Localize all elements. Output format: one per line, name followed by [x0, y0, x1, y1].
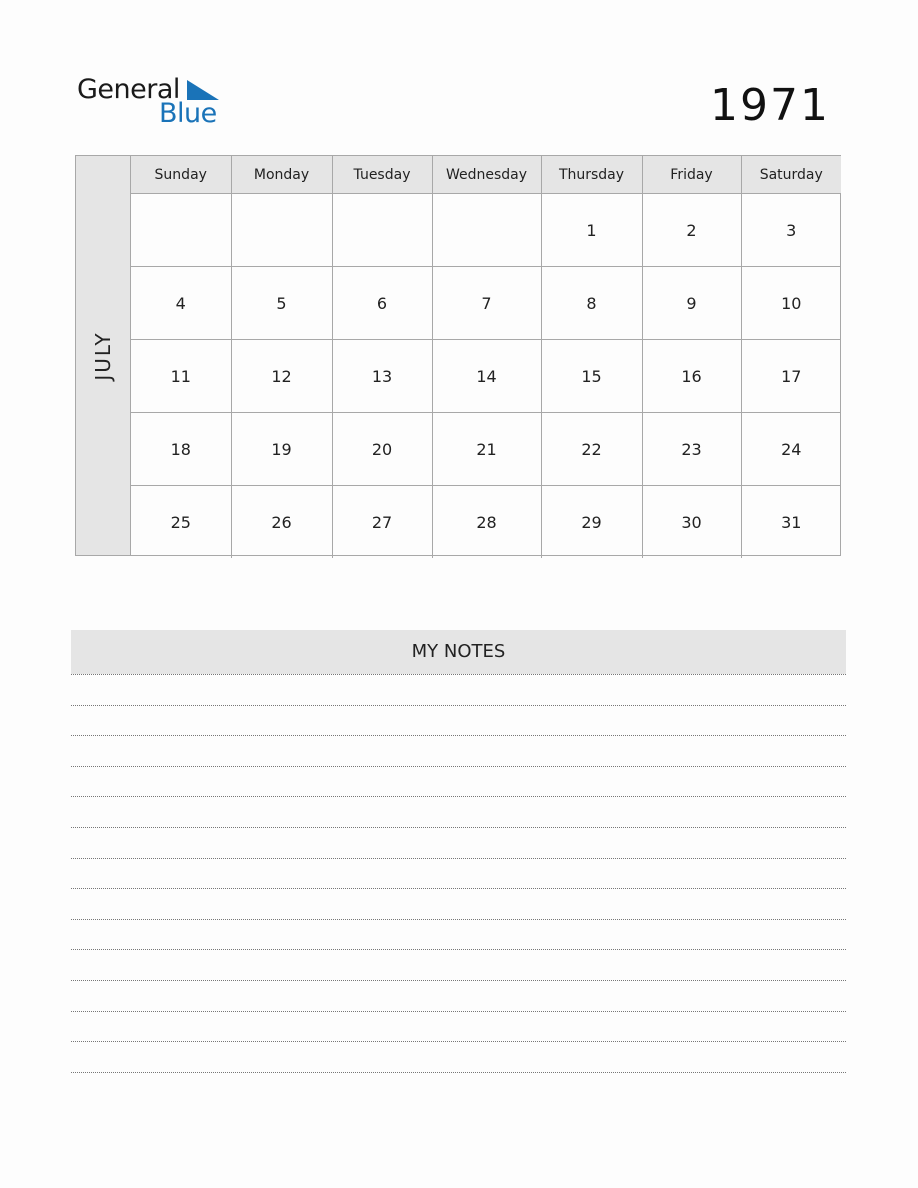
notes-line [71, 858, 846, 859]
day-cell: 22 [541, 413, 642, 486]
day-cell: 26 [231, 486, 332, 559]
month-label: JULY [91, 330, 115, 381]
weekday-header: Sunday [131, 156, 231, 194]
day-cell: 8 [541, 267, 642, 340]
day-cell: 21 [432, 413, 541, 486]
notes-line [71, 674, 846, 675]
notes-line [71, 705, 846, 706]
month-label-column [76, 156, 131, 555]
day-cell: 20 [332, 413, 432, 486]
notes-line [71, 888, 846, 889]
logo-text-general: General [77, 74, 180, 105]
day-cell: 9 [642, 267, 741, 340]
day-cell: 18 [131, 413, 231, 486]
week-row [131, 486, 841, 559]
day-cell: 11 [131, 340, 231, 413]
logo-triangle-icon [187, 80, 219, 100]
day-cell: 4 [131, 267, 231, 340]
day-cell: 1 [541, 194, 642, 267]
weekday-header: Thursday [541, 156, 642, 194]
day-cell: 15 [541, 340, 642, 413]
day-cell: 30 [642, 486, 741, 559]
day-cell: 23 [642, 413, 741, 486]
notes-line [71, 919, 846, 920]
notes-header: MY NOTES [71, 630, 846, 674]
day-cell: 16 [642, 340, 741, 413]
weekday-header: Friday [642, 156, 741, 194]
week-row [131, 340, 841, 413]
day-cell: 19 [231, 413, 332, 486]
notes-line [71, 766, 846, 767]
day-cell: 29 [541, 486, 642, 559]
notes-line [71, 1011, 846, 1012]
calendar-grid [131, 156, 841, 558]
notes-line [71, 735, 846, 736]
day-cell: 13 [332, 340, 432, 413]
day-cell: 28 [432, 486, 541, 559]
weekday-header: Monday [231, 156, 332, 194]
day-cell: 7 [432, 267, 541, 340]
day-cell: 24 [741, 413, 841, 486]
week-row [131, 267, 841, 340]
day-cell: 12 [231, 340, 332, 413]
day-cell: 31 [741, 486, 841, 559]
calendar [75, 155, 841, 556]
day-cell: 25 [131, 486, 231, 559]
day-cell [432, 194, 541, 267]
day-cell: 14 [432, 340, 541, 413]
week-row [131, 194, 841, 267]
day-cell: 27 [332, 486, 432, 559]
logo-text-blue: Blue [159, 98, 217, 129]
day-cell: 2 [642, 194, 741, 267]
day-cell: 17 [741, 340, 841, 413]
weekday-header: Wednesday [432, 156, 541, 194]
notes-line [71, 949, 846, 950]
notes-line [71, 1041, 846, 1042]
day-cell [131, 194, 231, 267]
day-cell [231, 194, 332, 267]
week-row [131, 413, 841, 486]
weekday-header: Saturday [741, 156, 841, 194]
day-cell: 10 [741, 267, 841, 340]
weekday-header-row [131, 156, 841, 194]
day-cell [332, 194, 432, 267]
day-cell: 3 [741, 194, 841, 267]
notes-line [71, 1072, 846, 1073]
day-cell: 6 [332, 267, 432, 340]
notes-line [71, 827, 846, 828]
day-cell: 5 [231, 267, 332, 340]
logo [77, 74, 227, 130]
weekday-header: Tuesday [332, 156, 432, 194]
notes-line [71, 980, 846, 981]
notes-line [71, 796, 846, 797]
year-title: 1971 [710, 80, 830, 131]
